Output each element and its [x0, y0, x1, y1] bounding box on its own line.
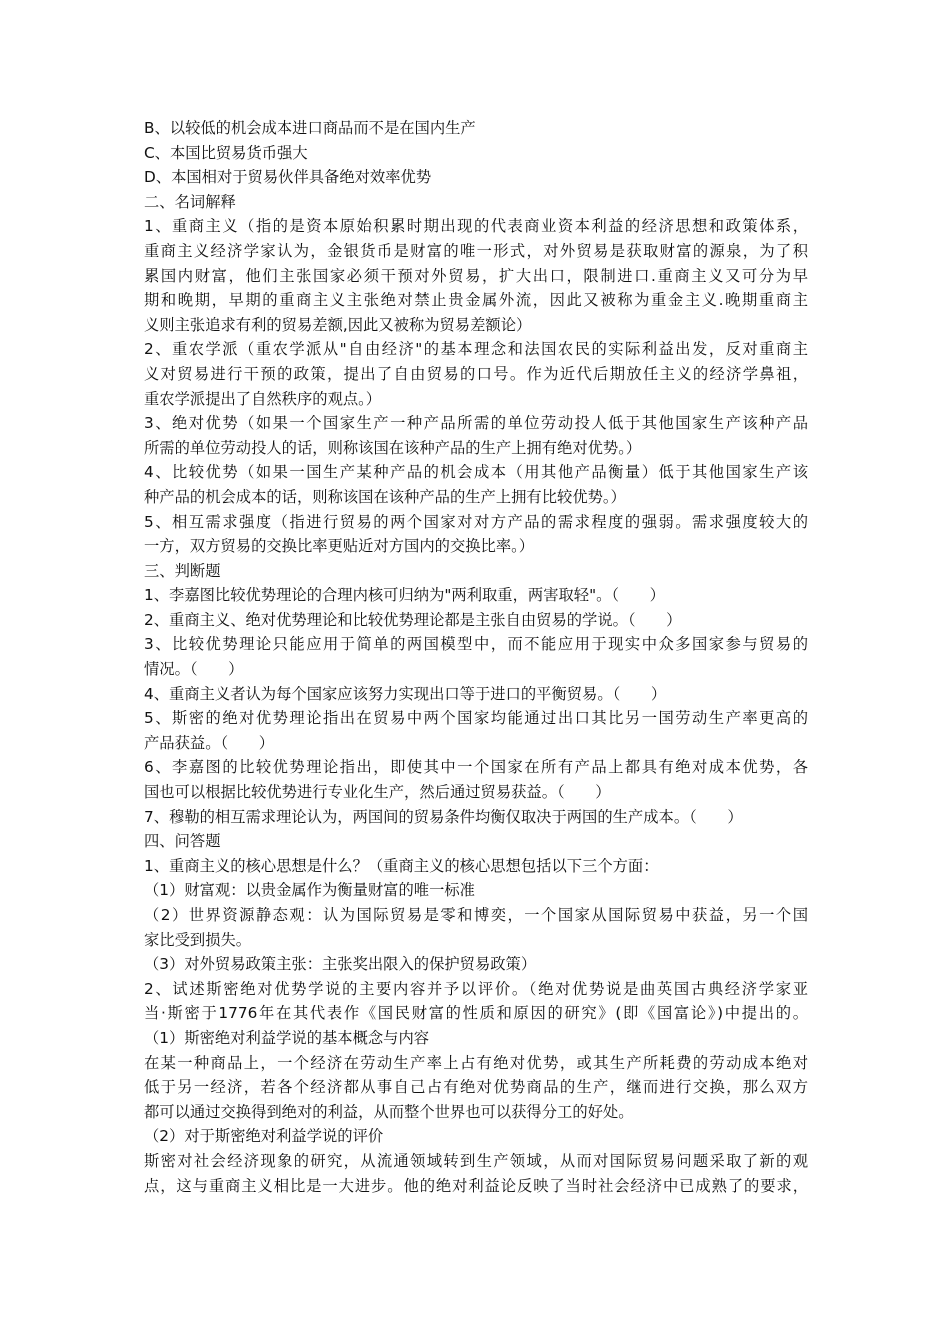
text-line: 家比受到损失。 [144, 930, 252, 949]
text-line: （2）对于斯密绝对利益学说的评价 [144, 1127, 384, 1146]
text-line: 2、重商主义、绝对优势理论和比较优势理论都是主张自由贸易的学说。（ ） [144, 610, 682, 629]
text-line: 义则主张追求有利的贸易差额,因此又被称为贸易差额论） [144, 315, 532, 334]
text-line: 都可以通过交换得到绝对的利益，从而整个世界也可以获得分工的好处。 [144, 1102, 634, 1121]
text-line: （2）世界资源静态观：认为国际贸易是零和博奕，一个国家从国际贸易中获益，另一个国 [144, 906, 808, 924]
text-line: 一方，双方贸易的交换比率更贴近对方国内的交换比率。） [144, 537, 535, 556]
text-line: 产品获益。（ ） [144, 733, 275, 752]
text-line: 5、斯密的绝对优势理论指出在贸易中两个国家均能通过出口其比另一国劳动生产率更高的 [144, 709, 808, 728]
text-line: 重商主义经济学家认为，金银货币是财富的唯一形式，对外贸易是获取财富的源泉，为了积 [144, 241, 808, 260]
text-line: 低于另一经济，若各个经济都从事自己占有绝对优势商品的生产，继而进行交换，那么双方 [144, 1078, 808, 1097]
text-line: 累国内财富，他们主张国家必须干预对外贸易，扩大出口，限制进口.重商主义又可分为早 [144, 266, 808, 285]
text-line: 当·斯密于1776年在其代表作《国民财富的性质和原因的研究》(即《国富论》)中提出的。 [144, 1004, 808, 1023]
text-line: C、本国比贸易货币强大 [144, 143, 308, 162]
document-body [144, 116, 808, 1198]
text-line: B、以较低的机会成本进口商品而不是在国内生产 [144, 119, 476, 137]
text-line: 斯密对社会经济现象的研究，从流通领域转到生产领域，从而对国际贸易问题采取了新的观 [144, 1151, 808, 1170]
text-line: 所需的单位劳动投人的话，则称该国在该种产品的生产上拥有绝对优势。） [144, 438, 642, 457]
text-line: 种产品的机会成本的话，则称该国在该种产品的生产上拥有比较优势。） [144, 487, 626, 506]
text-line: （1）斯密绝对利益学说的基本概念与内容 [144, 1028, 430, 1047]
text-line: 重农学派提出了自然秩序的观点。） [144, 389, 382, 408]
text-line: （1）财富观：以贵金属作为衡量财富的唯一标准 [144, 881, 475, 900]
text-line: （3）对外贸易政策主张：主张奖出限入的保护贸易政策） [144, 955, 537, 974]
text-line: 1、重商主义（指的是资本原始积累时期出现的代表商业资本利益的经济思想和政策体系， [144, 217, 808, 236]
text-line: 期和晚期，早期的重商主义主张绝对禁止贵金属外流，因此又被称为重金主义.晚期重商主 [144, 291, 808, 310]
text-line: 三、判断题 [144, 561, 221, 580]
text-line: 义对贸易进行干预的政策，提出了自由贸易的口号。作为近代后期放任主义的经济学鼻祖， [144, 364, 808, 383]
text-line: 1、李嘉图比较优势理论的合理内核可归纳为"两利取重，两害取轻"。（ ） [144, 586, 665, 605]
text-line: 4、重商主义者认为每个国家应该努力实现出口等于进口的平衡贸易。（ ） [144, 684, 667, 703]
text-line: 点，这与重商主义相比是一大进步。他的绝对利益论反映了当时社会经济中已成熟了的要求， [144, 1176, 808, 1195]
text-line: 1、重商主义的核心思想是什么？（重商主义的核心思想包括以下三个方面： [144, 856, 659, 875]
text-line: D、本国相对于贸易伙伴具备绝对效率优势 [144, 168, 432, 187]
text-line: 四、问答题 [144, 832, 221, 851]
text-line: 7、穆勒的相互需求理论认为，两国间的贸易条件均衡仅取决于两国的生产成本。（ ） [144, 807, 743, 826]
text-line: 二、名词解释 [144, 192, 236, 211]
text-line: 3、绝对优势（如果一个国家生产一种产品所需的单位劳动投人低于其他国家生产该种产品 [144, 414, 808, 433]
text-line: 在某一种商品上，一个经济在劳动生产率上占有绝对优势，或其生产所耗费的劳动成本绝对 [144, 1053, 808, 1072]
text-line: 6、李嘉图的比较优势理论指出，即使其中一个国家在所有产品上都具有绝对成本优势，各 [144, 758, 808, 777]
text-line: 国也可以根据比较优势进行专业化生产，然后通过贸易获益。（ ） [144, 783, 611, 802]
text-line: 5、相互需求强度（指进行贸易的两个国家对对方产品的需求程度的强弱。需求强度较大的 [144, 512, 808, 531]
text-line: 3、比较优势理论只能应用于简单的两国模型中，而不能应用于现实中众多国家参与贸易的 [144, 635, 808, 654]
text-line: 2、试述斯密绝对优势学说的主要内容并予以评价。（绝对优势说是曲英国古典经济学家亚 [144, 979, 808, 998]
text-line: 情况。（ ） [144, 660, 244, 679]
text-line: 2、重农学派（重农学派从"自由经济"的基本理念和法国农民的实际利益出发，反对重商主 [144, 340, 808, 359]
text-line: 4、比较优势（如果一国生产某种产品的机会成本（用其他产品衡量）低于其他国家生产该 [144, 463, 808, 482]
